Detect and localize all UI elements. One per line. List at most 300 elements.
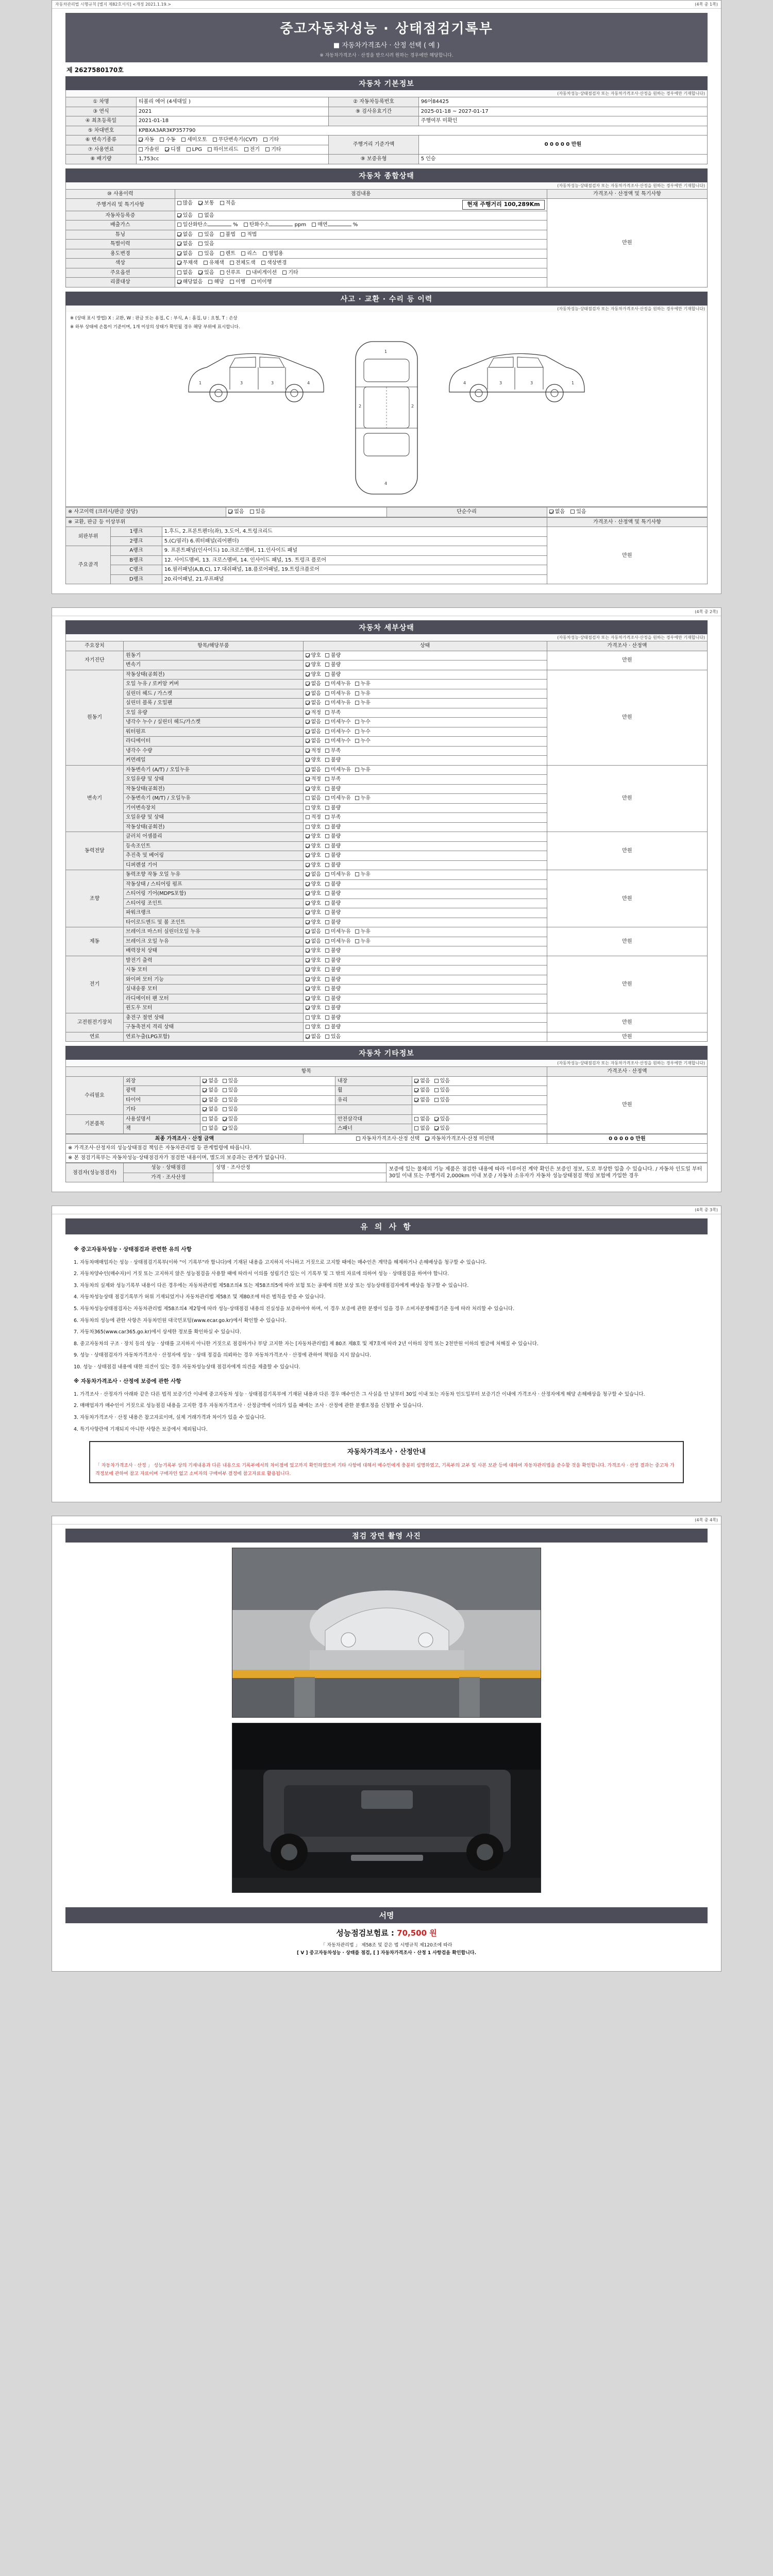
checkbox-icon[interactable]	[306, 806, 310, 810]
option-opts-etc[interactable]	[282, 269, 298, 277]
option-없음[interactable]	[203, 1087, 218, 1094]
checkbox-icon[interactable]	[230, 280, 234, 284]
checkbox-icon[interactable]	[325, 996, 329, 1001]
option-recall-done[interactable]	[230, 279, 245, 286]
checkbox-icon[interactable]	[355, 929, 359, 934]
checkbox-icon[interactable]	[177, 201, 181, 205]
checkbox-icon[interactable]	[306, 996, 310, 1001]
option-emission-co[interactable]: 일산화탄소 %	[177, 222, 238, 229]
option-transmission-semiauto[interactable]	[181, 137, 207, 144]
option-있음[interactable]	[223, 1125, 238, 1132]
checkbox-icon[interactable]	[355, 730, 359, 734]
option-불량[interactable]	[325, 995, 341, 1003]
checkbox-icon[interactable]	[306, 929, 310, 934]
checkbox-icon[interactable]	[325, 882, 329, 886]
option-없음[interactable]	[306, 1033, 321, 1041]
checkbox-icon[interactable]	[246, 270, 250, 275]
checkbox-icon[interactable]	[263, 138, 267, 142]
option-불량[interactable]	[325, 843, 341, 850]
checkbox-icon[interactable]	[228, 510, 232, 514]
option-있음[interactable]	[434, 1087, 450, 1094]
option-불량[interactable]	[325, 852, 341, 859]
option-없음[interactable]	[414, 1087, 430, 1094]
checkbox-icon[interactable]	[325, 777, 329, 781]
checkbox-icon[interactable]	[355, 682, 359, 686]
checkbox-icon[interactable]	[306, 768, 310, 772]
option-tuning-illegal[interactable]	[220, 231, 236, 239]
checkbox-icon[interactable]	[356, 1137, 360, 1141]
checkbox-icon[interactable]	[306, 787, 310, 791]
option-불량[interactable]	[325, 909, 341, 917]
checkbox-icon[interactable]	[325, 663, 329, 667]
option-usage-lease[interactable]	[241, 250, 257, 258]
checkbox-icon[interactable]	[306, 663, 310, 667]
option-opts-sunroof[interactable]	[220, 269, 241, 277]
option-있음[interactable]	[223, 1078, 238, 1085]
checkbox-icon[interactable]	[261, 261, 265, 265]
checkbox-icon[interactable]	[325, 901, 329, 905]
option-미세누유[interactable]	[325, 690, 351, 698]
checkbox-icon[interactable]	[306, 968, 310, 972]
option-없음[interactable]	[203, 1078, 218, 1085]
checkbox-icon[interactable]	[251, 280, 256, 284]
checkbox-icon[interactable]	[306, 834, 310, 838]
checkbox-icon[interactable]	[265, 147, 270, 151]
option-없음[interactable]	[203, 1097, 218, 1104]
checkbox-icon[interactable]	[325, 929, 329, 934]
checkbox-icon[interactable]	[325, 796, 329, 800]
option-없음[interactable]	[203, 1106, 218, 1113]
option-color-full-repaint[interactable]	[230, 260, 256, 267]
checkbox-icon[interactable]	[425, 1137, 429, 1141]
option-양호[interactable]	[306, 986, 321, 993]
option-양호[interactable]	[306, 976, 321, 984]
option-부족[interactable]	[325, 748, 341, 755]
option-양호[interactable]	[306, 843, 321, 850]
option-special-yes[interactable]	[198, 241, 214, 248]
option-누유[interactable]	[355, 795, 371, 802]
option-미세누유[interactable]	[325, 681, 351, 688]
checkbox-icon[interactable]	[325, 653, 329, 657]
option-usage-yes[interactable]	[198, 250, 214, 258]
option-양호[interactable]	[306, 900, 321, 907]
option-부족[interactable]	[325, 814, 341, 821]
checkbox-icon[interactable]	[325, 672, 329, 676]
option-mileage-high[interactable]	[177, 200, 193, 207]
checkbox-icon[interactable]	[414, 1079, 418, 1083]
checkbox-icon[interactable]	[306, 796, 310, 800]
option-불량[interactable]	[325, 957, 341, 964]
option-불량[interactable]	[325, 757, 341, 764]
checkbox-icon[interactable]	[325, 834, 329, 838]
option-불량[interactable]	[325, 824, 341, 831]
checkbox-icon[interactable]	[220, 270, 224, 275]
option-불량[interactable]	[325, 652, 341, 659]
option-recall-undone[interactable]	[251, 279, 272, 286]
option-양호[interactable]	[306, 890, 321, 897]
checkbox-icon[interactable]	[177, 251, 181, 256]
option-없음[interactable]	[306, 728, 321, 736]
checkbox-icon[interactable]	[177, 232, 181, 236]
option-불량[interactable]	[325, 1014, 341, 1022]
option-양호[interactable]	[306, 881, 321, 888]
checkbox-icon[interactable]	[306, 749, 310, 753]
checkbox-icon[interactable]	[208, 147, 212, 151]
option-양호[interactable]	[306, 967, 321, 974]
checkbox-icon[interactable]	[198, 232, 203, 236]
option-불량[interactable]	[325, 890, 341, 897]
option-미세누유[interactable]	[325, 871, 351, 878]
option-있음[interactable]	[223, 1116, 238, 1123]
checkbox-icon[interactable]	[325, 1025, 329, 1029]
option-없음[interactable]	[414, 1116, 430, 1123]
checkbox-icon[interactable]	[306, 920, 310, 924]
option-없음[interactable]	[306, 928, 321, 936]
checkbox-icon[interactable]	[325, 758, 329, 762]
option-special-none[interactable]	[177, 241, 193, 248]
checkbox-icon[interactable]	[306, 977, 310, 981]
option-불량[interactable]	[325, 671, 341, 679]
checkbox-icon[interactable]	[306, 701, 310, 705]
checkbox-icon[interactable]	[177, 223, 181, 227]
checkbox-icon[interactable]	[204, 261, 208, 265]
option-양호[interactable]	[306, 757, 321, 764]
option-누수[interactable]	[355, 738, 371, 745]
option-fuel-lpg[interactable]	[187, 146, 202, 154]
option-없음[interactable]	[306, 767, 321, 774]
checkbox-icon[interactable]	[325, 968, 329, 972]
option-불량[interactable]	[325, 967, 341, 974]
option-양호[interactable]	[306, 824, 321, 831]
option-미세누유[interactable]	[325, 928, 351, 936]
checkbox-icon[interactable]	[325, 682, 329, 686]
option-있음[interactable]	[434, 1116, 450, 1123]
checkbox-icon[interactable]	[325, 844, 329, 848]
checkbox-icon[interactable]	[414, 1126, 418, 1130]
checkbox-icon[interactable]	[203, 1088, 207, 1092]
option-emission-hc[interactable]: 탄화수소 ppm	[244, 222, 306, 229]
option-opts-navigation[interactable]	[246, 269, 277, 277]
option-적정[interactable]	[306, 748, 321, 755]
checkbox-icon[interactable]	[306, 653, 310, 657]
option-양호[interactable]	[306, 919, 321, 926]
option-tuning-none[interactable]	[177, 231, 193, 239]
checkbox-icon[interactable]	[306, 863, 310, 867]
checkbox-icon[interactable]	[434, 1079, 439, 1083]
checkbox-icon[interactable]	[355, 691, 359, 696]
option-누유[interactable]	[355, 681, 371, 688]
checkbox-icon[interactable]	[325, 853, 329, 857]
checkbox-icon[interactable]	[198, 251, 203, 256]
option-usage-none[interactable]	[177, 250, 193, 258]
option-불량[interactable]	[325, 947, 341, 955]
checkbox-icon[interactable]	[325, 1015, 329, 1020]
option-fuel-electric[interactable]	[244, 146, 260, 154]
option-미세누유[interactable]	[325, 795, 351, 802]
checkbox-icon[interactable]	[177, 270, 181, 275]
option-price-survey-selected[interactable]	[356, 1136, 420, 1143]
option-양호[interactable]	[306, 786, 321, 793]
option-mileage-low[interactable]	[220, 200, 236, 207]
checkbox-icon[interactable]	[414, 1088, 418, 1092]
option-없음[interactable]	[306, 795, 321, 802]
checkbox-icon[interactable]	[165, 147, 169, 151]
option-color-changed[interactable]	[261, 260, 287, 267]
option-reg-no[interactable]	[198, 212, 214, 219]
option-mileage-normal[interactable]	[198, 200, 214, 207]
checkbox-icon[interactable]	[181, 138, 186, 142]
checkbox-icon[interactable]	[414, 1117, 418, 1121]
checkbox-icon[interactable]	[139, 147, 143, 151]
checkbox-icon[interactable]	[306, 710, 310, 715]
checkbox-icon[interactable]	[223, 1117, 227, 1121]
checkbox-icon[interactable]	[414, 1098, 418, 1102]
checkbox-icon[interactable]	[244, 147, 248, 151]
option-양호[interactable]	[306, 957, 321, 964]
option-누수[interactable]	[355, 728, 371, 736]
checkbox-icon[interactable]	[177, 280, 181, 284]
checkbox-icon[interactable]	[177, 242, 181, 246]
option-simple-none[interactable]	[549, 509, 565, 516]
option-미세누유[interactable]	[325, 938, 351, 945]
option-usage-commercial[interactable]	[263, 250, 283, 258]
option-누유[interactable]	[355, 928, 371, 936]
option-없음[interactable]	[306, 738, 321, 745]
option-양호[interactable]	[306, 1005, 321, 1012]
option-fuel-hybrid[interactable]	[208, 146, 238, 154]
option-불량[interactable]	[325, 862, 341, 869]
checkbox-icon[interactable]	[325, 987, 329, 991]
option-recall-yes[interactable]	[208, 279, 224, 286]
option-부족[interactable]	[325, 709, 341, 717]
checkbox-icon[interactable]	[250, 510, 254, 514]
option-transmission-cvt[interactable]	[213, 137, 258, 144]
checkbox-icon[interactable]	[355, 796, 359, 800]
checkbox-icon[interactable]	[355, 720, 359, 724]
option-양호[interactable]	[306, 862, 321, 869]
option-accident-none[interactable]	[228, 509, 244, 516]
option-양호[interactable]	[306, 833, 321, 840]
checkbox-icon[interactable]	[355, 939, 359, 943]
option-recall-na[interactable]	[177, 279, 203, 286]
checkbox-icon[interactable]	[203, 1126, 207, 1130]
checkbox-icon[interactable]	[306, 815, 310, 819]
option-불량[interactable]	[325, 833, 341, 840]
option-없음[interactable]	[203, 1116, 218, 1123]
checkbox-icon[interactable]	[325, 815, 329, 819]
option-없음[interactable]	[306, 690, 321, 698]
checkbox-icon[interactable]	[355, 872, 359, 876]
option-color-achromatic[interactable]	[177, 260, 198, 267]
checkbox-icon[interactable]	[325, 768, 329, 772]
checkbox-icon[interactable]	[177, 261, 181, 265]
option-usage-rent[interactable]	[220, 250, 236, 258]
checkbox-icon[interactable]	[306, 682, 310, 686]
checkbox-icon[interactable]	[306, 958, 310, 962]
checkbox-icon[interactable]	[355, 701, 359, 705]
option-미세누수[interactable]	[325, 728, 351, 736]
checkbox-icon[interactable]	[306, 891, 310, 895]
option-적정[interactable]	[306, 776, 321, 783]
checkbox-icon[interactable]	[306, 1006, 310, 1010]
checkbox-icon[interactable]	[325, 730, 329, 734]
option-불량[interactable]	[325, 900, 341, 907]
checkbox-icon[interactable]	[306, 758, 310, 762]
option-양호[interactable]	[306, 909, 321, 917]
option-fuel-etc[interactable]	[265, 146, 281, 154]
checkbox-icon[interactable]	[306, 844, 310, 848]
option-없음[interactable]	[306, 700, 321, 707]
checkbox-icon[interactable]	[306, 882, 310, 886]
checkbox-icon[interactable]	[355, 768, 359, 772]
checkbox-icon[interactable]	[325, 939, 329, 943]
option-opts-none[interactable]	[177, 269, 193, 277]
checkbox-icon[interactable]	[306, 910, 310, 914]
checkbox-icon[interactable]	[306, 939, 310, 943]
checkbox-icon[interactable]	[325, 749, 329, 753]
checkbox-icon[interactable]	[203, 1117, 207, 1121]
option-simple-yes[interactable]	[570, 509, 586, 516]
option-있음[interactable]	[223, 1106, 238, 1113]
option-양호[interactable]	[306, 652, 321, 659]
option-양호[interactable]	[306, 1014, 321, 1022]
option-누유[interactable]	[355, 690, 371, 698]
option-불량[interactable]	[325, 919, 341, 926]
checkbox-icon[interactable]	[306, 691, 310, 696]
checkbox-icon[interactable]	[325, 739, 329, 743]
option-누유[interactable]	[355, 938, 371, 945]
checkbox-icon[interactable]	[325, 920, 329, 924]
checkbox-icon[interactable]	[306, 777, 310, 781]
checkbox-icon[interactable]	[325, 710, 329, 715]
checkbox-icon[interactable]	[325, 872, 329, 876]
checkbox-icon[interactable]	[203, 1079, 207, 1083]
checkbox-icon[interactable]	[325, 825, 329, 829]
option-양호[interactable]	[306, 662, 321, 669]
checkbox-icon[interactable]	[220, 251, 224, 256]
checkbox-icon[interactable]	[223, 1098, 227, 1102]
option-accident-yes[interactable]	[250, 509, 265, 516]
checkbox-icon[interactable]	[223, 1107, 227, 1111]
checkbox-icon[interactable]	[325, 948, 329, 953]
checkbox-icon[interactable]	[139, 138, 143, 142]
option-불량[interactable]	[325, 881, 341, 888]
option-없음[interactable]	[414, 1097, 430, 1104]
option-불량[interactable]	[325, 1024, 341, 1031]
checkbox-icon[interactable]	[325, 701, 329, 705]
checkbox-icon[interactable]	[306, 730, 310, 734]
option-양호[interactable]	[306, 671, 321, 679]
option-emission-smoke[interactable]: 매연 %	[312, 222, 358, 229]
option-불량[interactable]	[325, 1005, 341, 1012]
option-transmission-auto[interactable]	[139, 137, 154, 144]
checkbox-icon[interactable]	[325, 1006, 329, 1010]
option-적정[interactable]	[306, 709, 321, 717]
checkbox-icon[interactable]	[223, 1079, 227, 1083]
option-부족[interactable]	[325, 776, 341, 783]
checkbox-icon[interactable]	[549, 510, 553, 514]
checkbox-icon[interactable]	[325, 787, 329, 791]
checkbox-icon[interactable]	[306, 901, 310, 905]
checkbox-icon[interactable]	[213, 138, 217, 142]
checkbox-icon[interactable]	[306, 1025, 310, 1029]
checkbox-icon[interactable]	[160, 138, 164, 142]
option-opts-yes[interactable]	[198, 269, 214, 277]
checkbox-icon[interactable]	[198, 213, 203, 217]
checkbox-icon[interactable]	[355, 739, 359, 743]
checkbox-icon[interactable]	[220, 201, 224, 205]
option-있음[interactable]	[434, 1078, 450, 1085]
checkbox-icon[interactable]	[434, 1098, 439, 1102]
checkbox-icon[interactable]	[325, 863, 329, 867]
option-누수[interactable]	[355, 719, 371, 726]
checkbox-icon[interactable]	[325, 691, 329, 696]
checkbox-icon[interactable]	[208, 280, 212, 284]
checkbox-icon[interactable]	[325, 1035, 329, 1039]
checkbox-icon[interactable]	[263, 251, 267, 256]
checkbox-icon[interactable]	[306, 720, 310, 724]
option-없음[interactable]	[306, 938, 321, 945]
checkbox-icon[interactable]	[223, 1088, 227, 1092]
checkbox-icon[interactable]	[198, 201, 203, 205]
option-없음[interactable]	[414, 1125, 430, 1132]
option-양호[interactable]	[306, 852, 321, 859]
checkbox-icon[interactable]	[325, 977, 329, 981]
checkbox-icon[interactable]	[325, 806, 329, 810]
option-있음[interactable]	[325, 1033, 341, 1041]
checkbox-icon[interactable]	[434, 1088, 439, 1092]
option-tuning-yes[interactable]	[198, 231, 214, 239]
option-있음[interactable]	[223, 1097, 238, 1104]
checkbox-icon[interactable]	[220, 232, 224, 236]
checkbox-icon[interactable]	[306, 987, 310, 991]
option-있음[interactable]	[434, 1097, 450, 1104]
checkbox-icon[interactable]	[306, 825, 310, 829]
checkbox-icon[interactable]	[306, 672, 310, 676]
checkbox-icon[interactable]	[306, 853, 310, 857]
option-fuel-gasoline[interactable]	[139, 146, 159, 154]
option-누유[interactable]	[355, 871, 371, 878]
checkbox-icon[interactable]	[570, 510, 575, 514]
option-color-chromatic[interactable]	[204, 260, 224, 267]
option-없음[interactable]	[306, 719, 321, 726]
option-불량[interactable]	[325, 662, 341, 669]
option-불량[interactable]	[325, 976, 341, 984]
checkbox-icon[interactable]	[306, 739, 310, 743]
option-미세누수[interactable]	[325, 738, 351, 745]
option-적정[interactable]	[306, 814, 321, 821]
option-미세누유[interactable]	[325, 767, 351, 774]
option-없음[interactable]	[414, 1078, 430, 1085]
option-tuning-legal[interactable]	[241, 231, 257, 239]
option-없음[interactable]	[306, 871, 321, 878]
option-transmission-manual[interactable]	[160, 137, 175, 144]
option-있음[interactable]	[434, 1125, 450, 1132]
checkbox-icon[interactable]	[325, 720, 329, 724]
checkbox-icon[interactable]	[230, 261, 234, 265]
option-양호[interactable]	[306, 1024, 321, 1031]
checkbox-icon[interactable]	[306, 872, 310, 876]
option-있음[interactable]	[223, 1087, 238, 1094]
checkbox-icon[interactable]	[241, 251, 245, 256]
option-양호[interactable]	[306, 947, 321, 955]
checkbox-icon[interactable]	[198, 242, 203, 246]
checkbox-icon[interactable]	[177, 213, 181, 217]
checkbox-icon[interactable]	[306, 1035, 310, 1039]
option-불량[interactable]	[325, 986, 341, 993]
option-누유[interactable]	[355, 700, 371, 707]
checkbox-icon[interactable]	[241, 232, 245, 236]
